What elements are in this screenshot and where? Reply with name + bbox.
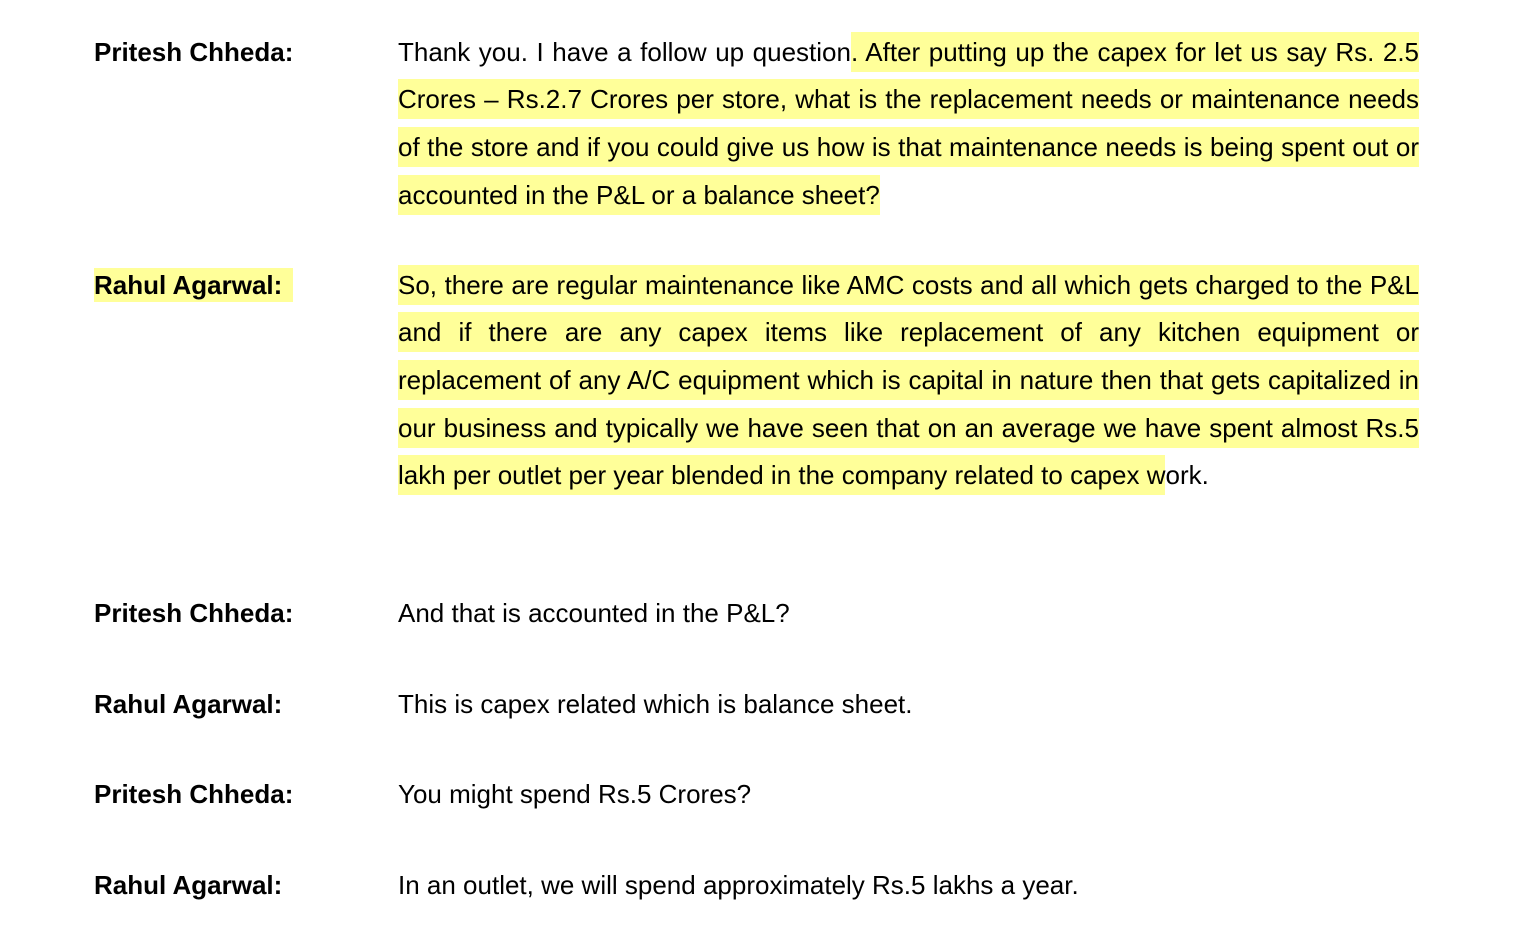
- speaker-label: [94, 37, 293, 68]
- speech-highlight: . After putting up the capex for let us say Rs. 2.5 Crores – Rs.2.7 Crores per store, what is the replacement needs or maintenance needs of the store and if you could give us how is that maintenance needs is being spent out or accounted in the P&L or a balance sheet?: [398, 32, 1419, 215]
- speaker-name: Rahul Agarwal:: [94, 870, 283, 900]
- speaker-name: Rahul Agarwal:: [94, 268, 293, 302]
- speech-text: [398, 681, 1419, 729]
- speaker-label: [94, 870, 282, 901]
- speaker-label: [94, 270, 293, 301]
- speaker-label: [94, 779, 293, 810]
- speaker-label: [94, 598, 293, 629]
- speaker-name: Pritesh Chheda:: [94, 598, 294, 628]
- speaker-label: [94, 689, 282, 720]
- speech-text: [398, 862, 1419, 910]
- speech-plain: You might spend Rs.5 Crores?: [398, 778, 752, 809]
- speech-plain: And that is accounted in the P&L?: [398, 597, 790, 628]
- speech-plain: Thank you. I have a follow up question: [398, 36, 851, 67]
- speaker-name: Rahul Agarwal:: [94, 689, 283, 719]
- speech-text: [398, 590, 1419, 638]
- speech-plain: This is capex related which is balance sheet.: [398, 688, 913, 719]
- speaker-name: Pritesh Chheda:: [94, 37, 294, 67]
- speech-plain: In an outlet, we will spend approximately Rs.5 lakhs a year.: [398, 869, 1079, 900]
- speech-text: [398, 262, 1419, 501]
- speech-after: ork.: [1165, 460, 1209, 491]
- speech-text: [398, 29, 1419, 220]
- speech-text: [398, 771, 1419, 819]
- speaker-name: Pritesh Chheda:: [94, 779, 294, 809]
- speech-highlight: So, there are regular maintenance like AMC costs and all which gets charged to the P&L and if there are any capex items like replacement of any kitchen equipment or replacement of any A/C equipment which is capital in nature then that gets capitalized in our business and typically we have seen that on an average we have spent almost Rs.5 lakh per outlet per year blended in the company related to capex w: [398, 265, 1419, 496]
